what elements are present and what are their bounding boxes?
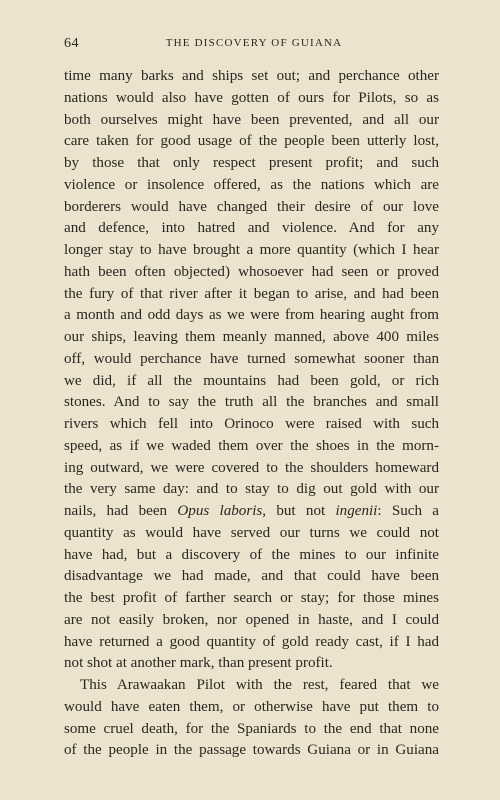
book-title: THE DISCOVERY OF GUIANA xyxy=(165,37,343,49)
text-line: a month and odd days as we were from hearing aught from xyxy=(64,307,439,324)
text-line-with-italics xyxy=(64,501,439,523)
text-line-paragraph-start: This Arawaakan Pilot with the rest, feared that we xyxy=(80,677,439,693)
text-line: we did, if all the mountains had been gold, or rich xyxy=(64,372,439,389)
text-line: off, would perchance have turned somewhat sooner than xyxy=(64,350,439,367)
text-line: borderers would have changed their desire of our love xyxy=(64,198,439,215)
text-line: of the people in the passage towards Guiana or in Guiana xyxy=(64,742,439,759)
text-line: would have eaten them, or otherwise have put them to xyxy=(64,698,439,715)
text-line: our ships, leaving them meanly manned, above 400 miles xyxy=(64,329,439,345)
text-line: time many barks and ships set out; and perchance other xyxy=(64,68,439,84)
text-line-paragraph-end: not shot at another mark, than present profit. xyxy=(64,655,333,672)
text-line: both ourselves might have been prevented, and all our xyxy=(64,111,439,128)
text-line: speed, as if we waded them over the shoes in the morn- xyxy=(64,437,439,454)
text-segment: nails, had been xyxy=(64,503,178,519)
text-segment: , but not xyxy=(262,503,336,519)
text-line: violence or insolence offered, as the nations which are xyxy=(64,176,439,193)
italic-phrase-opus-laboris: Opus laboris xyxy=(177,503,263,519)
text-line: quantity as would have served our turns we could not xyxy=(64,524,439,541)
text-line: have had, but a discovery of the mines to our infinite xyxy=(64,546,439,563)
text-line: stones. And to say the truth all the branches and small xyxy=(64,394,439,411)
text-line: nations would also have gotten of ours for Pilots, so as xyxy=(64,89,439,106)
text-line: some cruel death, for the Spaniards to the end that none xyxy=(64,720,439,737)
text-line: longer stay to have brought a more quantity (which I hear xyxy=(64,242,439,258)
running-head xyxy=(64,36,444,56)
text-line: the fury of that river after it began to arise, and had been xyxy=(64,285,439,302)
text-line: have returned a good quantity of gold ready cast, if I had xyxy=(64,633,439,650)
italic-word-ingenii: ingenii xyxy=(335,503,378,519)
text-line: care taken for good usage of the people been utterly lost, xyxy=(64,133,439,150)
body-text xyxy=(64,66,439,762)
text-line: and defence, into hatred and violence. And for any xyxy=(64,220,439,237)
text-line: rivers which fell into Orinoco were raised with such xyxy=(64,416,439,432)
text-line: disadvantage we had made, and that could have been xyxy=(64,568,439,585)
text-segment: : Such a xyxy=(377,503,439,519)
text-line: by those that only respect present profit; and such xyxy=(64,155,439,171)
text-line: hath been often objected) whosoever had seen or proved xyxy=(64,263,439,280)
page-number: 64 xyxy=(64,36,79,51)
text-line: ing outward, we were covered to the shoulders homeward xyxy=(64,459,439,476)
text-line: the very same day: and to stay to dig out gold with our xyxy=(64,481,439,498)
text-line: are not easily broken, nor opened in haste, and I could xyxy=(64,611,439,628)
text-line: the best profit of farther search or stay; for those mines xyxy=(64,590,439,606)
